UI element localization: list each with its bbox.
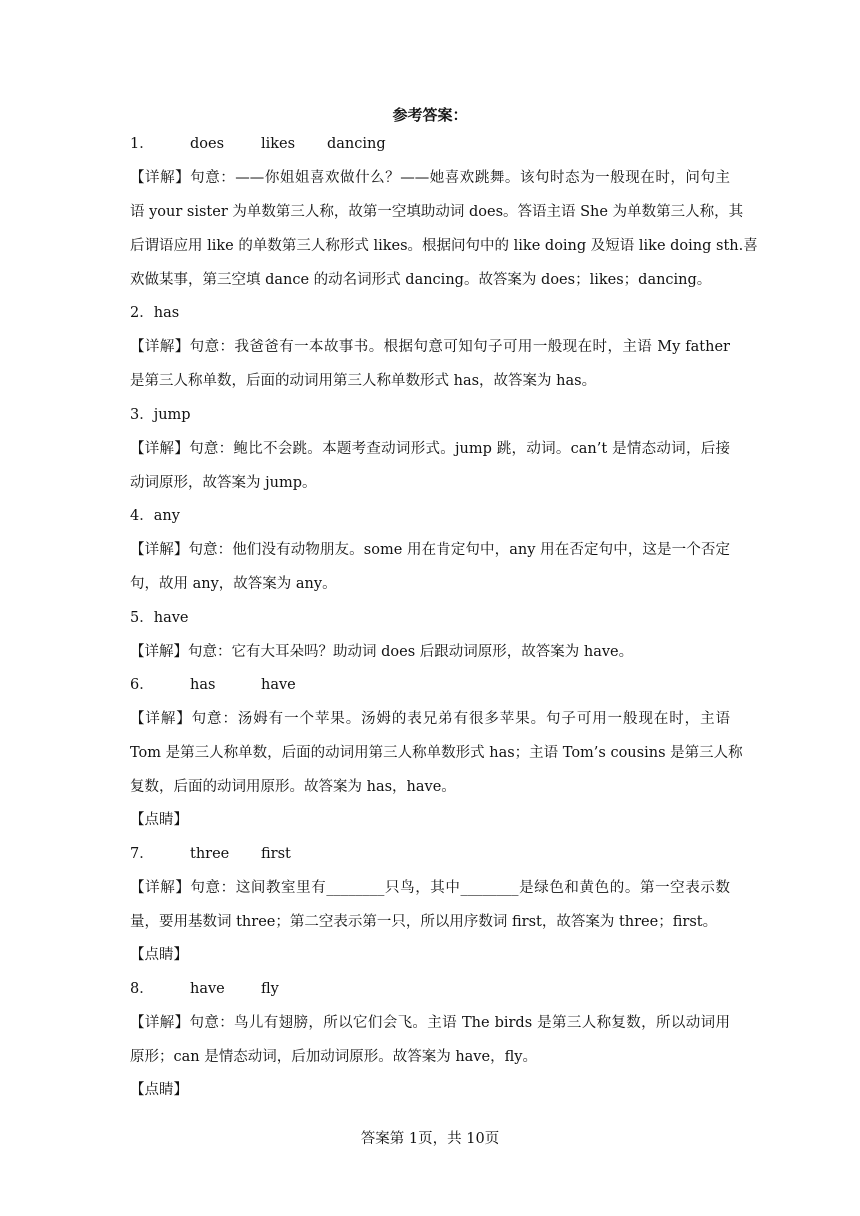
page-title: 参考答案： xyxy=(392,106,468,124)
answer-line-8: 8． have fly xyxy=(130,981,279,997)
detail-line: 句，故用 any，故答案为 any。 xyxy=(130,576,337,592)
detail-line: 量，要用基数词 three；第二空表示第一只，所以用序数词 first，故答案为 three；first。 xyxy=(130,914,718,930)
detail-line: 【详解】句意：他们没有动物朋友。some 用在肯定句中，any 用在否定句中，这是一个否定 xyxy=(130,542,730,558)
detail-line: 动词原形，故答案为 jump。 xyxy=(130,475,317,491)
detail-line: 【详解】句意：鲍比不会跳。本题考查动词形式。jump 跳，动词。can’t 是情态动词，后接 xyxy=(130,441,730,457)
tip-label: 【点睛】 xyxy=(130,947,188,963)
detail-line: 【详解】句意：它有大耳朵吗？助动词 does 后跟动词原形，故答案为 have。 xyxy=(130,644,634,660)
answer-line-3: 3．jump xyxy=(130,407,191,423)
tip-label: 【点睛】 xyxy=(130,812,188,828)
answer-line-6: 6． has have xyxy=(130,677,296,693)
detail-line: 原形；can 是情态动词，后加动词原形。故答案为 have，fly。 xyxy=(130,1049,537,1065)
detail-line: 是第三人称单数，后面的动词用第三人称单数形式 has，故答案为 has。 xyxy=(130,373,597,389)
answer-line-5: 5．have xyxy=(130,610,189,626)
answer-line-4: 4．any xyxy=(130,508,180,524)
answer-line-1: 1． does likes dancing xyxy=(130,136,386,152)
page-footer: 答案第 1页，共 10页 xyxy=(360,1131,500,1147)
detail-line: 后谓语应用 like 的单数第三人称形式 likes。根据问句中的 like doing 及短语 like doing sth.喜 xyxy=(130,238,758,254)
tip-label: 【点睛】 xyxy=(130,1082,188,1098)
detail-line: 【详解】句意：我爸爸有一本故事书。根据句意可知句子可用一般现在时，主语 My father xyxy=(130,339,730,355)
answer-line-7: 7． three first xyxy=(130,846,291,862)
detail-line: 复数，后面的动词用原形。故答案为 has，have。 xyxy=(130,779,456,795)
detail-line: 【详解】句意：——你姐姐喜欢做什么？——她喜欢跳舞。该句时态为一般现在时，问句主 xyxy=(130,170,730,186)
detail-line: 【详解】句意：鸟儿有翅膀，所以它们会飞。主语 The birds 是第三人称复数，所以动词用 xyxy=(130,1015,730,1031)
detail-line: 【详解】句意：这间教室里有________只鸟，其中________是绿色和黄色的。第一空表示数 xyxy=(130,880,730,896)
detail-line: 语 your sister 为单数第三人称，故第一空填助动词 does。答语主语 She 为单数第三人称，其 xyxy=(130,204,744,220)
detail-line: Tom 是第三人称单数，后面的动词用第三人称单数形式 has；主语 Tom’s cousins 是第三人称 xyxy=(130,745,743,761)
detail-line: 欢做某事，第三空填 dance 的动名词形式 dancing。故答案为 does；likes；dancing。 xyxy=(130,272,712,288)
answer-line-2: 2．has xyxy=(130,305,180,321)
detail-line: 【详解】句意：汤姆有一个苹果。汤姆的表兄弟有很多苹果。句子可用一般现在时，主语 xyxy=(130,711,730,727)
